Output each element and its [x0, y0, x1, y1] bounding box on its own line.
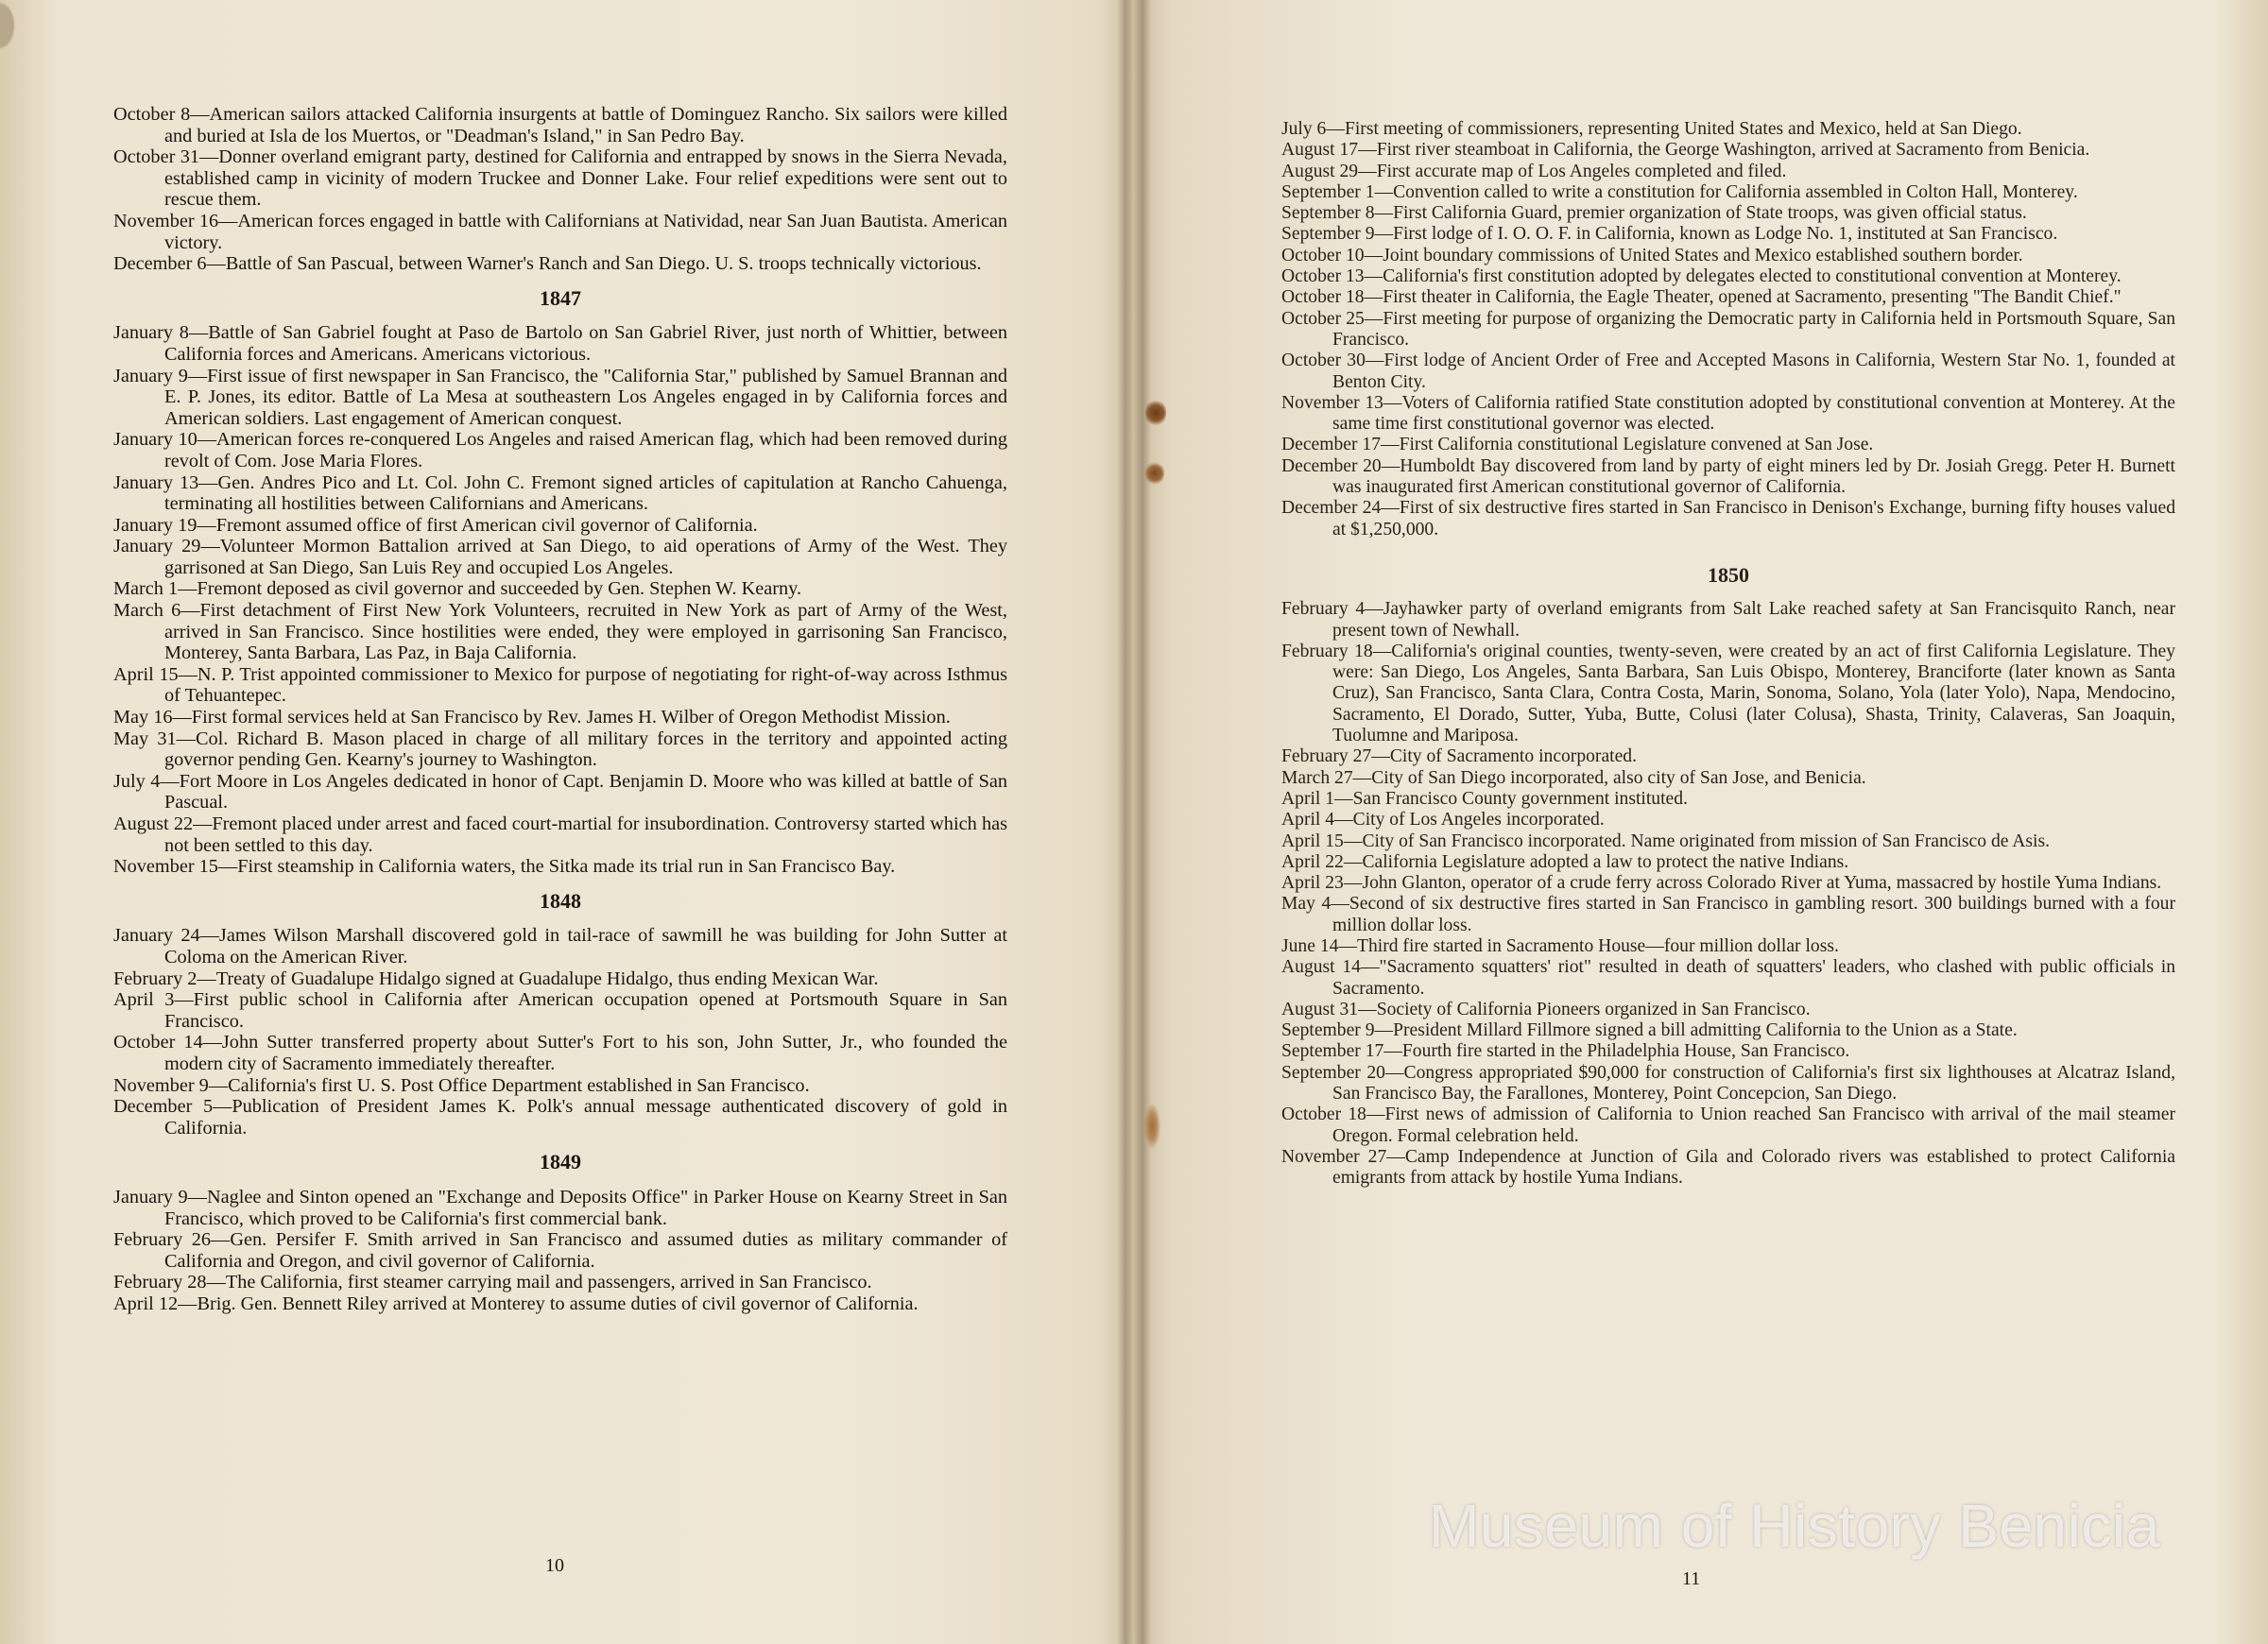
- timeline-entry: October 18—First theater in California, the Eagle Theater, opened at Sacramento, presenting "The Bandit Chief.": [1281, 287, 2122, 308]
- section-1849: [113, 1152, 1007, 1314]
- timeline-entry: January 9—First issue of first newspaper in San Francisco, the "California Star," published by Samuel Brannan and E. P. Jones, its editor. Battle of La Mesa at southeastern Los Angeles engaged in by California forces and American soldiers. Last engagement of American conquest.: [113, 365, 1007, 429]
- timeline-entry: December 5—Publication of President James K. Polk's annual message authenticated discovery of gold in California.: [113, 1096, 1007, 1139]
- timeline-entry: February 27—City of Sacramento incorporated.: [1281, 746, 1637, 767]
- timeline-entry: April 3—First public school in California after American occupation opened at Portsmouth Square in San Francisco.: [113, 989, 1007, 1032]
- year-heading: 1847: [540, 285, 581, 310]
- year-heading: 1850: [1708, 562, 1749, 587]
- timeline-entry: November 16—American forces engaged in battle with Californians at Natividad, near San Juan Bautista. American victory.: [113, 210, 1007, 253]
- timeline-entry: June 14—Third fire started in Sacramento House—four million dollar loss.: [1281, 935, 1839, 956]
- timeline-entry: February 2—Treaty of Guadalupe Hidalgo signed at Guadalupe Hidalgo, thus ending Mexican War.: [113, 968, 879, 989]
- timeline-entry: November 15—First steamship in California waters, the Sitka made its trial run in San Francisco Bay.: [113, 856, 896, 878]
- timeline-entry: September 9—President Millard Fillmore signed a bill admitting California to the Union as a State.: [1281, 1020, 2018, 1041]
- timeline-entry: March 1—Fremont deposed as civil governor and succeeded by Gen. Stephen W. Kearny.: [113, 578, 802, 600]
- timeline-entry: January 29—Volunteer Mormon Battalion arrived at San Diego, to aid operations of Army of the West. They garrisoned at San Diego, San Luis Rey and occupied Los Angeles.: [113, 536, 1007, 578]
- timeline-entry: November 13—Voters of California ratified State constitution adopted by constitutional convention at Monterey. At the same time first constitutional governor was elected.: [1281, 392, 2175, 435]
- timeline-entry: April 4—City of Los Angeles incorporated.: [1281, 810, 1605, 831]
- timeline-entry: December 20—Humboldt Bay discovered from land by party of eight miners led by Dr. Josiah Gregg. Peter H. Burnett was inaugurated first American constitutional governor of California.: [1281, 455, 2175, 498]
- timeline-entry: April 15—N. P. Trist appointed commissioner to Mexico for purpose of negotiating for right-of-way across Isthmus of Tehuantepec.: [113, 663, 1007, 707]
- section-1850: [1281, 562, 2175, 1190]
- timeline-entry: October 10—Joint boundary commissions of United States and Mexico established southern border.: [1281, 245, 2023, 265]
- year-heading: 1848: [540, 888, 581, 913]
- timeline-entry: February 18—California's original counties, twenty-seven, were created by an act of first California Legislature. They were: San Diego, Los Angeles, Santa Barbara, San Luis Obispo, Monterey, Branciforte (later known as Santa Cruz), San Francisco, Santa Clara, Contra Costa, Marin, Sonoma, Solano, Yola (later Yolo), Napa, Mendocino, Sacramento, El Dorado, Sutter, Yuba, Butte, Colusi (later Colusa), Shasta, Trinity, Calaveras, San Joaquin, Tuolumne and Mariposa.: [1281, 641, 2175, 746]
- gutter-shadow: [1117, 0, 1134, 1644]
- timeline-entry: April 23—John Glanton, operator of a crude ferry across Colorado River at Yuma, massacred by hostile Yuma Indians.: [1281, 873, 2162, 894]
- section-1847: [113, 285, 1007, 878]
- timeline-entry: October 8—American sailors attacked California insurgents at battle of Dominguez Rancho. Six sailors were killed and buried at Isla de los Muertos, or "Deadman's Island," in San Pedro Bay.: [113, 104, 1007, 146]
- timeline-entry: January 24—James Wilson Marshall discovered gold in tail-race of sawmill he was building for John Sutter at Coloma on the American River.: [113, 925, 1007, 968]
- timeline-entry: September 1—Convention called to write a constitution for California assembled in Colton Hall, Monterey.: [1281, 181, 2078, 202]
- timeline-entry: April 1—San Francisco County government instituted.: [1281, 788, 1688, 809]
- timeline-entry: May 16—First formal services held at San Francisco by Rev. James H. Wilber of Oregon Methodist Mission.: [113, 707, 951, 728]
- timeline-entry: July 6—First meeting of commissioners, representing United States and Mexico, held at San Diego.: [1281, 119, 2022, 139]
- section-1848: [113, 888, 1007, 1139]
- timeline-entry: May 31—Col. Richard B. Mason placed in charge of all military forces in the territory and appointed acting governor pending Gen. Kearny's journey to Washington.: [113, 728, 1007, 771]
- timeline-entry: April 12—Brig. Gen. Bennett Riley arrived at Monterey to assume duties of civil governor of California.: [113, 1293, 919, 1314]
- right-page: [1134, 0, 2268, 1644]
- timeline-entry: October 14—John Sutter transferred property about Sutter's Fort to his son, John Sutter, Jr., who founded the modern city of Sacramento immediately thereafter.: [113, 1032, 1007, 1074]
- timeline-entry: January 13—Gen. Andres Pico and Lt. Col. John C. Fremont signed articles of capitulation at Rancho Cahuenga, terminating all hostilities between Californians and Americans.: [113, 471, 1007, 515]
- timeline-entry: January 19—Fremont assumed office of first American civil governor of California.: [113, 514, 758, 536]
- timeline-entry: November 27—Camp Independence at Junction of Gila and Colorado rivers was established to protect California emigrants from attack by hostile Yuma Indians.: [1281, 1146, 2175, 1189]
- timeline-entry: January 10—American forces re-conquered Los Angeles and raised American flag, which had been removed during revolt of Com. Jose Maria Flores.: [113, 429, 1007, 471]
- timeline-entry: March 27—City of San Diego incorporated, also city of San Jose, and Benicia.: [1281, 767, 1866, 788]
- timeline-entry: August 31—Society of California Pioneers organized in San Francisco.: [1281, 999, 1811, 1019]
- timeline-entry: August 17—First river steamboat in California, the George Washington, arrived at Sacramento from Benicia.: [1281, 140, 2090, 161]
- timeline-entry: February 28—The California, first steamer carrying mail and passengers, arrived in San Francisco.: [113, 1272, 872, 1293]
- section-1849-continued: [1281, 119, 2175, 540]
- timeline-entry: March 6—First detachment of First New York Volunteers, recruited in New York as part of Army of the West, arrived in San Francisco. Since hostilities were ended, they were employed in garrisoning San Francisco, Monterey, Santa Barbara, Las Paz, in Baja California.: [113, 600, 1007, 664]
- gutter-shadow: [1134, 0, 1151, 1644]
- timeline-entry: April 22—California Legislature adopted a law to protect the native Indians.: [1281, 851, 1849, 872]
- timeline-entry: April 15—City of San Francisco incorporated. Name originated from mission of San Francisco de Asis.: [1281, 831, 2050, 851]
- timeline-entry: August 29—First accurate map of Los Angeles completed and filed.: [1281, 161, 1787, 181]
- left-page-content: [113, 104, 1007, 1314]
- timeline-entry: December 6—Battle of San Pascual, between Warner's Ranch and San Diego. U. S. troops technically victorious.: [113, 253, 982, 275]
- year-heading: 1849: [540, 1150, 581, 1174]
- timeline-entry: May 4—Second of six destructive fires started in San Francisco in gambling resort. 300 buildings burned with a four million dollar loss.: [1281, 894, 2175, 935]
- timeline-entry: September 8—First California Guard, premier organization of State troops, was given official status.: [1281, 203, 2027, 224]
- timeline-entry: February 4—Jayhawker party of overland emigrants from Salt Lake reached safety at San Francisquito Ranch, near present town of Newhall.: [1281, 599, 2175, 641]
- timeline-entry: October 13—California's first constitution adopted by delegates elected to constitutional convention at Monterey.: [1281, 266, 2122, 287]
- timeline-entry: January 8—Battle of San Gabriel fought at Paso de Bartolo on San Gabriel River, just north of Whittier, between California forces and Americans. Americans victorious.: [113, 322, 1007, 365]
- timeline-entry: October 31—Donner overland emigrant party, destined for California and entrapped by snows in the Sierra Nevada, established camp in vicinity of modern Truckee and Donner Lake. Four relief expeditions were sent out to rescue them.: [113, 146, 1007, 211]
- section-1846-continued: [113, 104, 1007, 275]
- timeline-entry: August 14—"Sacramento squatters' riot" resulted in death of squatters' leaders, who clashed with public officials in Sacramento.: [1281, 957, 2175, 999]
- timeline-entry: November 9—California's first U. S. Post Office Department established in San Francisco.: [113, 1074, 810, 1096]
- timeline-entry: September 9—First lodge of I. O. O. F. in California, known as Lodge No. 1, instituted at San Francisco.: [1281, 224, 2058, 245]
- timeline-entry: September 17—Fourth fire started in the Philadelphia House, San Francisco.: [1281, 1041, 1850, 1062]
- timeline-entry: February 26—Gen. Persifer F. Smith arrived in San Francisco and assumed duties as military commander of California and Oregon, and civil governor of California.: [113, 1229, 1007, 1272]
- page-number: 10: [545, 1555, 564, 1576]
- page-number: 11: [1682, 1568, 1701, 1589]
- rust-stain: [1143, 1104, 1160, 1149]
- timeline-entry: August 22—Fremont placed under arrest and faced court-martial for insubordination. Controversy started which has not been settled to this day.: [113, 813, 1007, 856]
- timeline-entry: October 18—First news of admission of California to Union reached San Francisco with arrival of the mail steamer Oregon. Formal celebration held.: [1281, 1105, 2175, 1146]
- timeline-entry: October 25—First meeting for purpose of organizing the Democratic party in California held in Portsmouth Square, San Francisco.: [1281, 308, 2175, 350]
- page-tear: [0, 0, 38, 85]
- timeline-entry: October 30—First lodge of Ancient Order of Free and Accepted Masons in California, Western Star No. 1, founded at Benton City.: [1281, 351, 2175, 392]
- rust-stain: [1145, 399, 1166, 427]
- timeline-entry: July 4—Fort Moore in Los Angeles dedicated in honor of Capt. Benjamin D. Moore who was killed at battle of San Pascual.: [113, 770, 1007, 813]
- timeline-entry: January 9—Naglee and Sinton opened an "Exchange and Deposits Office" in Parker House on Kearny Street in San Francisco, which proved to be California's first commercial bank.: [113, 1186, 1007, 1229]
- museum-watermark: Museum of History Benicia: [1429, 1492, 2160, 1560]
- rust-stain: [1145, 461, 1164, 486]
- timeline-entry: December 24—First of six destructive fires started in San Francisco in Denison's Exchange, burning fifty houses valued at $1,250,000.: [1281, 498, 2175, 539]
- right-page-content: [1281, 119, 2175, 1190]
- timeline-entry: December 17—First California constitutional Legislature convened at San Jose.: [1281, 435, 1874, 455]
- timeline-entry: September 20—Congress appropriated $90,000 for construction of California's first six lighthouses at Alcatraz Island, San Francisco Bay, the Farallones, Monterey, Point Concepcion, San Diego.: [1281, 1062, 2175, 1105]
